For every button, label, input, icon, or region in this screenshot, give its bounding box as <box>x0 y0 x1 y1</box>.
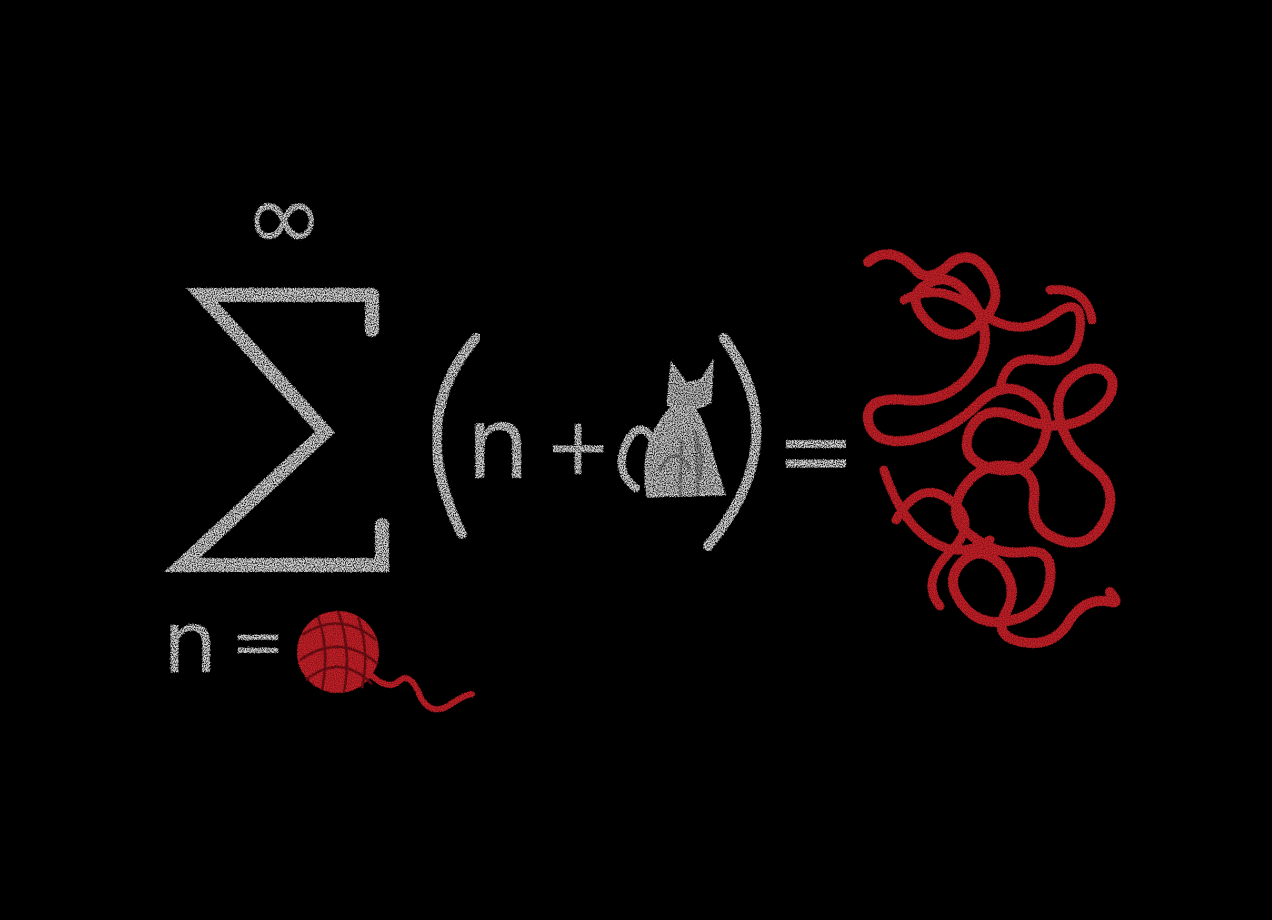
lower-equals: = <box>231 606 285 680</box>
summation-sigma <box>182 295 382 565</box>
lower-index-n: n <box>162 593 218 693</box>
upper-limit-infinity: ∞ <box>244 161 324 273</box>
yarn-ball-icon <box>297 611 472 709</box>
tangled-yarn-icon <box>868 254 1116 643</box>
result-equals: = <box>775 395 857 507</box>
addend-variable-n: n <box>466 385 530 502</box>
close-parenthesis <box>708 338 756 546</box>
plus-sign: + <box>544 400 612 493</box>
cat-icon <box>622 364 724 496</box>
